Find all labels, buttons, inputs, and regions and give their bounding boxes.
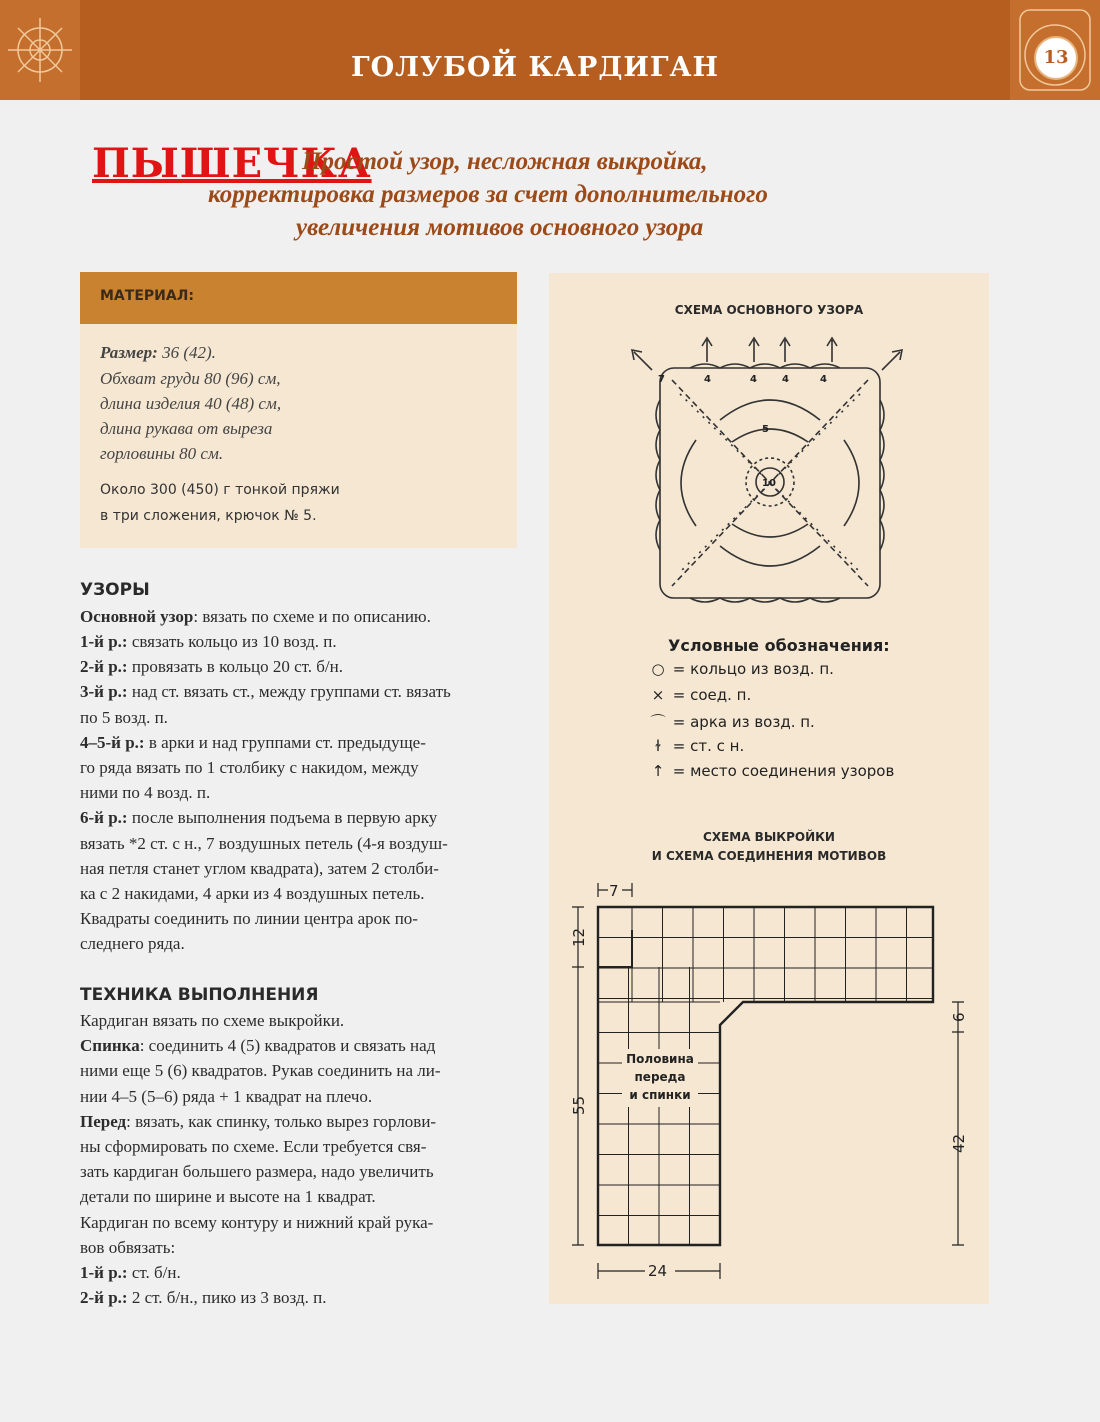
pattern-row-text: го ряда вязать по 1 столбику с накидом, между bbox=[80, 758, 419, 777]
legend-item bbox=[648, 711, 815, 732]
pattern-row-text: в арки и над группами ст. предыдуще- bbox=[144, 732, 426, 752]
technique-row-line bbox=[80, 1213, 433, 1233]
technique-row-text: нии 4–5 (5–6) ряда + 1 квадрат на плечо. bbox=[80, 1086, 373, 1106]
technique-row-line bbox=[80, 1137, 426, 1157]
technique-row-text: ст. б/н. bbox=[127, 1263, 181, 1282]
material-line: длина рукава от выреза bbox=[100, 419, 273, 438]
pattern-row-line bbox=[80, 682, 451, 702]
subtitle-line-1: Простой узор, несложная выкройка, bbox=[302, 148, 708, 175]
technique-row-line bbox=[80, 1061, 441, 1081]
technique-row-line bbox=[80, 1011, 344, 1031]
legend-item bbox=[648, 686, 751, 704]
dim-left: 55 bbox=[570, 1095, 588, 1115]
dim-top: 7 bbox=[609, 882, 619, 900]
main-pattern-label: Основной узор bbox=[80, 607, 194, 626]
material-line: длина изделия 40 (48) см, bbox=[100, 394, 282, 413]
arrow-up-icon: ↑ bbox=[651, 762, 665, 780]
motif-number: 4 bbox=[704, 374, 711, 385]
subtitle-line-2: корректировка размеров за счет дополнительного bbox=[208, 181, 768, 208]
technique-heading: ТЕХНИКА ВЫПОЛНЕНИЯ bbox=[80, 985, 319, 1005]
pattern-row-line bbox=[80, 834, 448, 854]
technique-row-text: 2 ст. б/н., пико из 3 возд. п. bbox=[127, 1288, 327, 1308]
technique-row-text: Кардиган вязать по схеме выкройки. bbox=[80, 1011, 345, 1030]
technique-row-label: 2-й р.: bbox=[80, 1288, 128, 1308]
technique-row-line bbox=[80, 1288, 326, 1308]
pattern-row-text: ка с 2 накидами, 4 арки из 4 воздушных петель. bbox=[80, 884, 425, 903]
arrow-up-icon bbox=[780, 338, 790, 362]
material-heading: МАТЕРИАЛ: bbox=[100, 288, 194, 304]
arrow-up-icon bbox=[749, 338, 759, 362]
technique-row-text: ними еще 5 (6) квадратов. Рукав соединить на ли- bbox=[80, 1061, 441, 1081]
legend-item bbox=[648, 762, 894, 780]
motif-number: 4 bbox=[782, 374, 789, 385]
motif-number: 5 bbox=[762, 424, 769, 435]
pattern-row-text: связать кольцо из 10 возд. п. bbox=[127, 632, 337, 651]
material-line: Обхват груди 80 (96) см, bbox=[100, 369, 281, 388]
pattern-row-line bbox=[80, 632, 337, 652]
arrow-diag-icon bbox=[632, 350, 652, 370]
pattern-row-label: 2-й р.: bbox=[80, 657, 128, 677]
legend-text: = ст. с н. bbox=[668, 736, 745, 755]
legend-title: Условные обозначения: bbox=[668, 636, 890, 655]
pattern-row-line bbox=[80, 657, 343, 677]
legend-item bbox=[648, 737, 744, 755]
watermark-text: ПЫШЕЧКА bbox=[92, 140, 372, 187]
patterns-heading: УЗОРЫ bbox=[80, 580, 150, 600]
flower-ornament-icon bbox=[0, 0, 80, 100]
size-label: Размер: bbox=[100, 343, 158, 362]
motif-number: 10 bbox=[762, 478, 776, 489]
pattern-row-label: 3-й р.: bbox=[80, 682, 128, 702]
motif-number: 4 bbox=[820, 374, 827, 385]
technique-row-label: 1-й р.: bbox=[80, 1263, 128, 1282]
subtitle-line-3: увеличения мотивов основного узора bbox=[296, 214, 704, 241]
double-crochet-icon: ɫ bbox=[655, 736, 661, 755]
pattern-row-line bbox=[80, 808, 437, 828]
arrow-up-icon bbox=[702, 338, 712, 362]
pattern-row-text: по 5 возд. п. bbox=[80, 707, 168, 727]
pattern-row-label: 6-й р.: bbox=[80, 808, 128, 828]
technique-row-label: Перед bbox=[80, 1111, 127, 1131]
pattern-row-line bbox=[80, 909, 418, 929]
page-number: 13 bbox=[1034, 36, 1078, 80]
pattern-row-text: следнего ряда. bbox=[80, 934, 185, 954]
page-title: ГОЛУБОЙ КАРДИГАН bbox=[351, 52, 719, 83]
main-pattern-text: : вязать по схеме и по описанию. bbox=[193, 607, 431, 626]
pattern-row-line bbox=[80, 733, 426, 753]
yarn-line: Около 300 (450) г тонкой пряжи bbox=[100, 482, 340, 498]
piece-label: переда bbox=[634, 1070, 686, 1084]
pattern-row-line bbox=[80, 708, 168, 728]
pattern-row-text: вязать *2 ст. с н., 7 воздушных петель (4-я воздуш- bbox=[80, 833, 448, 853]
legend-text: = соед. п. bbox=[668, 685, 752, 704]
arrow-diag-icon bbox=[882, 350, 902, 370]
pattern-row-label: 1-й р.: bbox=[80, 632, 128, 651]
motif-number: 7 bbox=[658, 374, 665, 385]
yarn-line: в три сложения, крючок № 5. bbox=[100, 508, 317, 524]
pattern-scheme-diagram bbox=[560, 875, 980, 1295]
legend-text: = место соединения узоров bbox=[668, 762, 895, 780]
technique-row-line bbox=[80, 1238, 175, 1258]
technique-row-text: : соединить 4 (5) квадратов и связать над bbox=[139, 1036, 436, 1056]
technique-row-line bbox=[80, 1162, 434, 1182]
arch-icon: ⌒ bbox=[650, 713, 666, 731]
pattern-row-text: после выполнения подъема в первую арку bbox=[127, 808, 438, 828]
dim-right: 42 bbox=[950, 1133, 968, 1153]
pattern-row-text: провязать в кольцо 20 ст. б/н. bbox=[127, 657, 343, 677]
technique-row-text: вов обвязать: bbox=[80, 1237, 176, 1257]
ornament-left bbox=[0, 0, 80, 100]
technique-row-line bbox=[80, 1112, 436, 1132]
technique-row-label: Спинка bbox=[80, 1036, 140, 1056]
technique-row-line bbox=[80, 1087, 372, 1107]
ring-icon: ○ bbox=[651, 660, 665, 678]
pattern-row-text: над ст. вязать ст., между группами ст. вязать bbox=[127, 682, 451, 702]
material-size bbox=[100, 343, 216, 363]
technique-row-line bbox=[80, 1263, 181, 1283]
legend-text: = арка из возд. п. bbox=[668, 713, 815, 731]
technique-row-line bbox=[80, 1036, 435, 1056]
crochet-motif-diagram bbox=[620, 330, 920, 610]
pattern-row-line bbox=[80, 884, 425, 904]
technique-row-text: ны сформировать по схеме. Если требуется свя- bbox=[80, 1137, 427, 1156]
pattern-row-text: ними по 4 возд. п. bbox=[80, 783, 211, 803]
pattern-scheme-title-2: И СХЕМА СОЕДИНЕНИЯ МОТИВОВ bbox=[651, 849, 887, 863]
material-line: горловины 80 см. bbox=[100, 444, 224, 463]
pattern-row-text: ная петля станет углом квадрата), затем 2 столби- bbox=[80, 858, 439, 878]
technique-row-text: детали по ширине и высоте на 1 квадрат. bbox=[80, 1187, 376, 1207]
legend-text: = кольцо из возд. п. bbox=[668, 660, 834, 678]
legend-item bbox=[648, 660, 834, 678]
technique-row-text: зать кардиган большего размера, надо увеличить bbox=[80, 1162, 434, 1182]
technique-row-line bbox=[80, 1187, 376, 1207]
technique-row-text: : вязать, как спинку, только вырез горлови- bbox=[126, 1111, 437, 1131]
motif-number: 4 bbox=[750, 374, 757, 385]
main-pattern-line bbox=[80, 607, 431, 627]
scheme-title: СХЕМА ОСНОВНОГО УЗОРА bbox=[674, 303, 864, 317]
pattern-row-line bbox=[80, 934, 185, 954]
pattern-row-label: 4–5-й р.: bbox=[80, 732, 145, 752]
pattern-row-line bbox=[80, 758, 419, 778]
pattern-scheme-title-1: СХЕМА ВЫКРОЙКИ bbox=[703, 830, 835, 844]
arrow-up-icon bbox=[827, 338, 837, 362]
pattern-row-line bbox=[80, 783, 210, 803]
dim-left-top: 12 bbox=[570, 927, 588, 947]
technique-row-text: Кардиган по всему контуру и нижний край рука- bbox=[80, 1212, 434, 1232]
pattern-row-line bbox=[80, 859, 439, 879]
piece-label: и спинки bbox=[629, 1088, 691, 1102]
size-value: 36 (42). bbox=[162, 343, 216, 362]
dim-right-top: 6 bbox=[950, 1012, 968, 1022]
pattern-row-text: Квадраты соединить по линии центра арок по- bbox=[80, 909, 418, 929]
dim-bottom: 24 bbox=[648, 1262, 668, 1280]
piece-label: Половина bbox=[626, 1052, 694, 1066]
cross-icon: × bbox=[651, 685, 665, 704]
header-band bbox=[0, 0, 1100, 100]
